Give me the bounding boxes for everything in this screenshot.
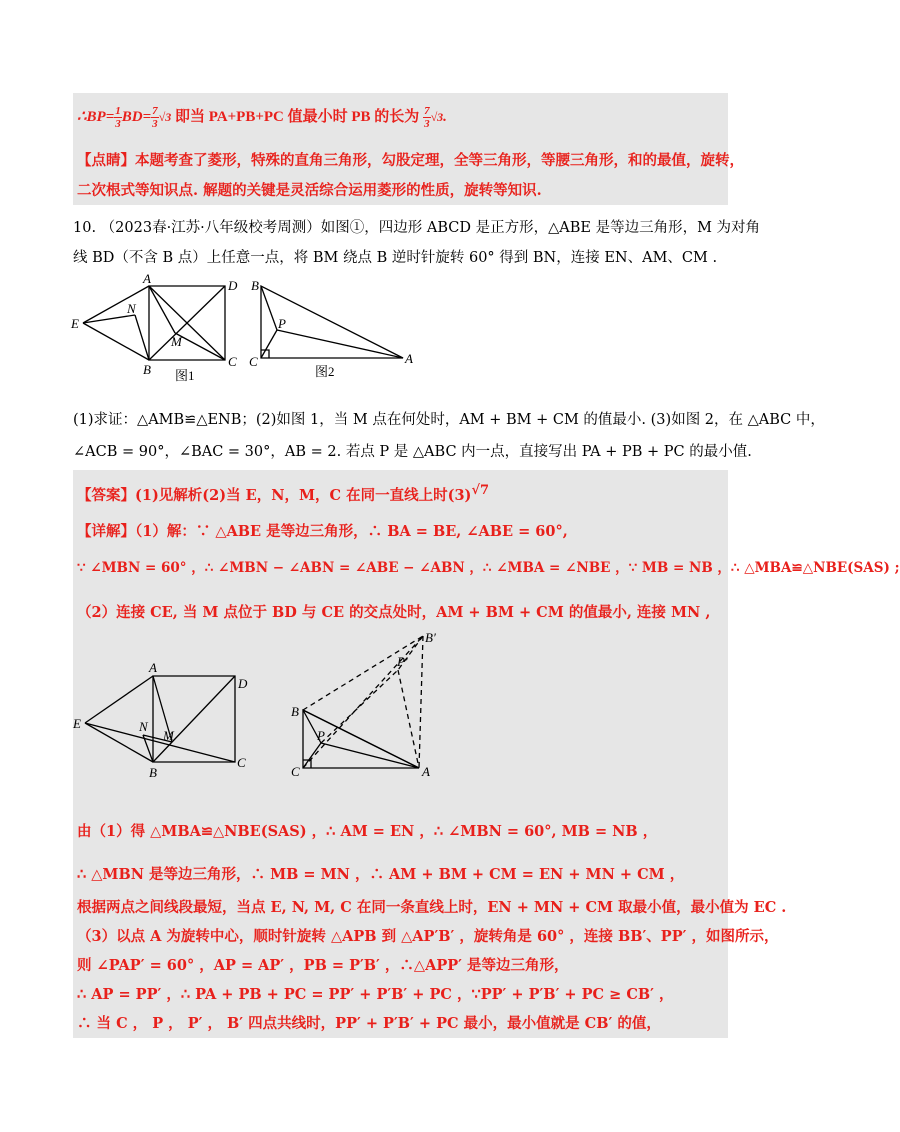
detail-line-1: 【详解】（1）解：∵ △ABE 是等边三角形，∴ BA = BE, ∠ABE = 60°, [77,523,568,540]
solution-box [73,470,900,1038]
problem-statement [73,212,761,272]
fig1-label-e: E [71,316,79,331]
mid-label-c-right: C [291,764,300,779]
period: . [443,109,447,125]
fraction-7-3: $\frac{7}{3}$ [152,105,158,131]
fig1-label-m: M [171,334,182,349]
fig2-label-a: A [405,351,413,366]
problem-line-2: 线 BD（不含 B 点）上任意一点，将 BM 绕点 B 逆时针旋转 60° 得到 BN，连接 EN、AM、CM . [73,250,718,266]
fig2-label-p: P [278,316,286,331]
solution-figures [73,630,493,810]
text-pb-length: 即当 PA+PB+PC 值最小时 PB 的长为 [175,109,420,125]
figure-1-and-2 [65,270,445,390]
detail-line-7: （3）以点 A 为旋转中心，顺时针旋转 △APB 到 △AP′B′ ，旋转角是 60° ，连接 BB′、PP′ ，如图所示， [77,928,779,945]
mid-label-p: P [317,728,325,743]
sqrt-3-b: √3 [430,110,444,124]
mid-label-n: N [139,719,148,734]
detail-line-10: ∴ 当 C ， P ， P′ ， B′ 四点共线时，PP′ + P′B′ + PC 最小，最小值就是 CB′ 的值， [77,1015,661,1032]
detail-line-6: 根据两点之间线段最短，当点 E, N, M, C 在同一条直线上时，EN + MN + CM 取最小值，最小值为 EC . [77,899,787,916]
question-line-2: ∠ACB = 90°，∠BAC = 30°，AB = 2. 若点 P 是 △ABC 内一点，直接写出 PA + PB + PC 的最小值. [73,444,752,460]
answer-value: √7 [471,483,490,498]
mid-label-b2: B′ [425,630,436,645]
mid-label-e: E [73,716,81,731]
questions [73,402,825,462]
answer-label: 【答案】 [77,487,135,504]
sqrt-3-a: √3 [158,110,172,124]
fig1-label-b: B [143,362,151,377]
mid-label-b: B [149,765,157,780]
detail-line-5: ∴ △MBN 是等边三角形，∴ MB = MN ，∴ AM + BM + CM = EN + MN + CM ， [77,866,685,883]
problem-line-1: 10. （2023春·江苏·八年级校考周测）如图①，四边形 ABCD 是正方形，△ABE 是等边三角形，M 为对角 [73,220,761,236]
dianjing-line-1: 【点睛】本题考查了菱形，特殊的直角三角形，勾股定理，全等三角形，等腰三角形，和的最值，旋转， [77,152,744,169]
detail-line-2: ∵ ∠MBN = 60° ，∴ ∠MBN − ∠ABN = ∠ABE − ∠ABN ，∴ ∠MBA = ∠NBE ，∵ MB = NB ，∴ △MBA≌△NBE(SAS) ; [77,560,900,576]
fig1-caption: 图1 [175,368,195,383]
detail-line-9: ∴ AP = PP′ ，∴ PA + PB + PC = PP′ + P′B′ + PC ，∵PP′ + P′B′ + PC ≥ CB′ ， [77,986,674,1003]
text-bd: BD= [121,109,152,125]
conclusion-line [77,105,447,130]
fraction-1-3: $\frac{1}{3}$ [115,105,121,131]
text-bp: ∴BP= [77,109,115,125]
detail-line-4: 由（1）得 △MBA≌△NBE(SAS) ，∴ AM = EN ，∴ ∠MBN = 60°, MB = NB ， [77,823,658,840]
mid-label-a: A [149,660,157,675]
detail-line-8: 则 ∠PAP′ = 60° ，AP = AP′ ，PB = P′B′ ，∴△APP′ 是等边三角形， [77,957,569,974]
fig2-caption: 图2 [315,364,335,379]
fig2-label-c: C [249,354,258,369]
fig1-label-n: N [127,301,136,316]
prev-solution-box [73,93,744,205]
fig1-label-c: C [228,354,237,369]
answer-text: (1)见解析(2)当 E，N，M，C 在同一直线上时(3) [135,487,472,504]
mid-label-d: D [238,676,248,691]
fig1-label-d: D [228,278,238,293]
question-line-1: (1)求证：△AMB≌△ENB；(2)如图 1，当 M 点在何处时，AM + BM + CM 的值最小. (3)如图 2，在 △ABC 中， [73,412,825,428]
mid-label-b-right: B [291,704,299,719]
dianjing-line-2: 二次根式等知识点. 解题的关键是灵活综合运用菱形的性质，旋转等知识. [77,182,542,199]
detail-line-3: （2）连接 CE, 当 M 点位于 BD 与 CE 的交点处时，AM + BM + CM 的值最小, 连接 MN , [77,604,711,621]
mid-label-m: M [163,728,174,743]
mid-label-p2: P′ [397,654,408,669]
fig2-label-b: B [251,278,259,293]
fig1-label-a: A [143,271,151,286]
mid-label-c: C [237,755,246,770]
fraction-7-3-b: $\frac{7}{3}$ [424,105,430,131]
answer-line [77,484,489,505]
mid-label-a-right: A [422,764,430,779]
